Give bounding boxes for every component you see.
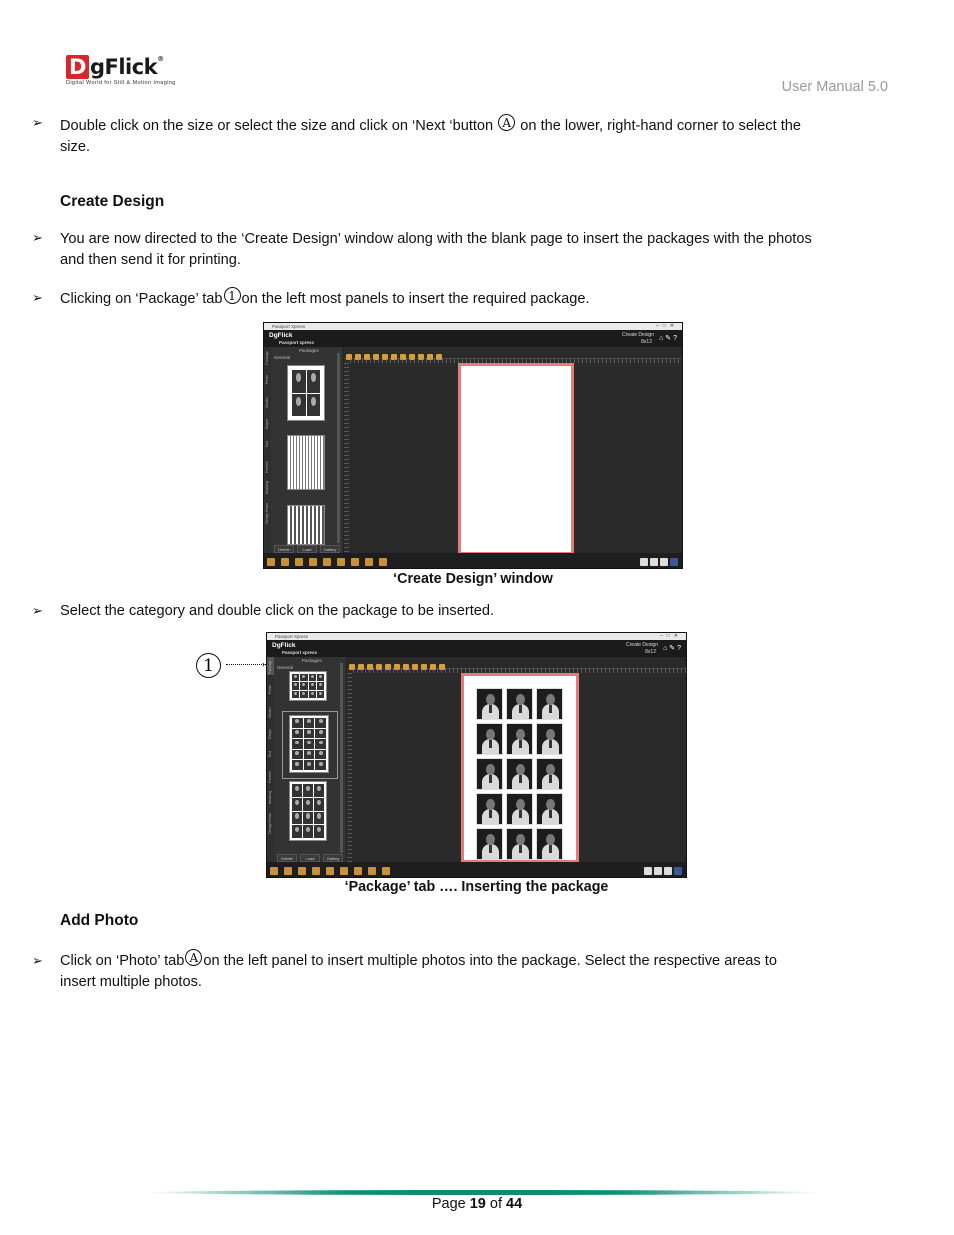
bullet-arrow-icon: ➢ — [32, 290, 43, 305]
blank-page[interactable] — [458, 363, 574, 555]
manual-version-label: User Manual 5.0 — [781, 79, 888, 95]
vertical-ruler — [347, 673, 352, 862]
load-button[interactable]: Load — [297, 545, 317, 553]
view-size: 8x12 — [645, 649, 656, 655]
view-size: 8x12 — [641, 339, 652, 345]
para5-text-line2: insert multiple photos. — [60, 973, 202, 990]
gallery-button[interactable]: Gallery — [320, 545, 340, 553]
package-thumbnail[interactable] — [287, 505, 325, 545]
para3-text-before: Clicking on ‘Package’ tab — [60, 291, 223, 307]
screenshot-package-inserted — [266, 632, 687, 878]
bullet-arrow-icon: ➢ — [32, 115, 43, 130]
paragraph-next-button — [60, 114, 890, 157]
circled-1-icon: 1 — [224, 287, 241, 304]
callout-arrowhead-icon: › — [262, 659, 265, 669]
paragraph-select-category: Select the category and double click on the package to be inserted. — [60, 603, 495, 619]
page-total: 44 — [506, 1196, 523, 1212]
package-thumbnail[interactable] — [287, 365, 325, 421]
package-page[interactable] — [461, 673, 579, 863]
caption-package-tab: ‘Package’ tab …. Inserting the package — [344, 879, 609, 895]
window-title: Passport Xpress — [272, 324, 306, 329]
share-icons[interactable] — [639, 553, 679, 569]
panel-category: General — [274, 355, 291, 360]
bullet-arrow-icon: ➢ — [32, 603, 43, 618]
tab-freebie[interactable]: Freebie — [265, 461, 269, 473]
panel-scrollbar[interactable] — [340, 663, 343, 853]
para1-text-before: Double click on the size or select the size and click on ‘Next ‘button — [60, 118, 494, 134]
header-icons[interactable]: ⌂ ✎ ? — [663, 645, 681, 652]
package-thumbnail-selected[interactable] — [289, 715, 329, 773]
caption-create-design: ‘Create Design’ window — [393, 571, 553, 587]
view-title: Create Design — [622, 332, 654, 338]
circled-a-icon: A — [498, 114, 515, 131]
delete-button[interactable]: Delete — [274, 545, 294, 553]
para5-text-after: on the left panel to insert multiple photos into the package. Select the respective areas to — [203, 953, 777, 969]
logo-tagline: Digital World for Still & Motion Imaging — [66, 80, 176, 86]
tab-design-rows[interactable]: Design Rows — [265, 503, 269, 524]
panel-category: General — [277, 665, 294, 670]
footer-divider — [148, 1190, 818, 1195]
passport-photo-grid — [476, 688, 576, 860]
bottom-toolbar — [264, 553, 683, 569]
screenshot-create-design-window — [263, 322, 683, 569]
dgflick-logo: D gFlick® Digital World for Still & Motion Imaging — [66, 55, 176, 86]
circled-a-icon: A — [185, 949, 202, 966]
app-subtitle: Passport xpress — [282, 650, 318, 655]
package-thumbnail[interactable] — [289, 781, 327, 841]
tab-photo[interactable]: Photo — [265, 375, 269, 385]
tab-border[interactable]: Border — [265, 397, 269, 408]
window-titlebar — [267, 633, 686, 640]
heading-create-design: Create Design — [60, 193, 165, 210]
window-titlebar — [264, 323, 682, 330]
app-header — [267, 640, 686, 657]
tab-design-rows[interactable]: Design Rows — [268, 813, 272, 834]
paragraph-create-design — [60, 229, 890, 270]
app-header — [264, 330, 682, 347]
bottom-toolbar — [267, 862, 687, 878]
para2-line1: You are now directed to the ‘Create Design’ window along with the blank page to insert the packages with the photos — [60, 231, 812, 247]
page-number — [0, 1196, 954, 1212]
vertical-ruler — [344, 363, 349, 553]
logo-word-text: gFlick — [89, 55, 158, 79]
tab-package[interactable]: Package — [268, 660, 272, 674]
panel-header: Packages — [302, 658, 322, 663]
window-controls[interactable]: –□✕ — [660, 633, 682, 639]
tab-border[interactable]: Border — [268, 707, 272, 718]
package-panel — [274, 657, 347, 862]
panel-header: Packages — [299, 348, 319, 353]
para1-text-after: on the lower, right-hand corner to select the — [520, 118, 801, 134]
app-logo: DgFlick — [272, 642, 296, 649]
tab-masking[interactable]: Masking — [268, 791, 272, 805]
para2-line2: and then send it for printing. — [60, 251, 241, 268]
page-of-label: of — [489, 1196, 502, 1212]
load-button[interactable]: Load — [300, 854, 320, 862]
panel-scrollbar[interactable] — [337, 353, 340, 543]
para1-text-line2: size. — [60, 138, 91, 155]
tab-shape[interactable]: Shape — [268, 729, 272, 740]
para5-text-before: Click on ‘Photo’ tab — [60, 953, 185, 969]
tab-text[interactable]: Text — [265, 441, 269, 448]
heading-add-photo: Add Photo — [60, 912, 139, 929]
tab-package[interactable]: Package — [265, 351, 269, 365]
tab-freebie[interactable]: Freebie — [268, 771, 272, 783]
para3-text-after: on the left most panels to insert the required package. — [241, 291, 590, 307]
window-title: Passport Xpress — [275, 634, 309, 639]
bullet-arrow-icon: ➢ — [32, 230, 43, 245]
app-subtitle: Passport xpress — [279, 340, 315, 345]
app-logo: DgFlick — [269, 332, 293, 339]
tab-masking[interactable]: Masking — [265, 481, 269, 495]
bullet-arrow-icon: ➢ — [32, 953, 43, 968]
view-title: Create Design — [626, 642, 658, 648]
logo-d-mark: D — [66, 55, 89, 79]
page-label: Page — [431, 1196, 466, 1212]
paragraph-add-photo — [60, 949, 890, 992]
page-current: 19 — [469, 1196, 486, 1212]
callout-arrow — [226, 664, 266, 665]
share-icons[interactable] — [643, 862, 683, 878]
gallery-button[interactable]: Gallery — [323, 854, 343, 862]
tab-text[interactable]: Text — [268, 751, 272, 758]
package-thumbnail[interactable] — [289, 671, 327, 701]
callout-circled-1: 1 — [196, 653, 221, 678]
package-panel — [271, 347, 344, 553]
paragraph-package-tab — [60, 287, 890, 310]
window-controls[interactable]: –□✕ — [656, 323, 678, 329]
tab-photo[interactable]: Photo — [268, 685, 272, 695]
delete-button[interactable]: Delete — [277, 854, 297, 862]
package-thumbnail[interactable] — [287, 435, 325, 490]
tab-shape[interactable]: Shape — [265, 419, 269, 430]
header-icons[interactable]: ⌂ ✎ ? — [659, 335, 677, 342]
